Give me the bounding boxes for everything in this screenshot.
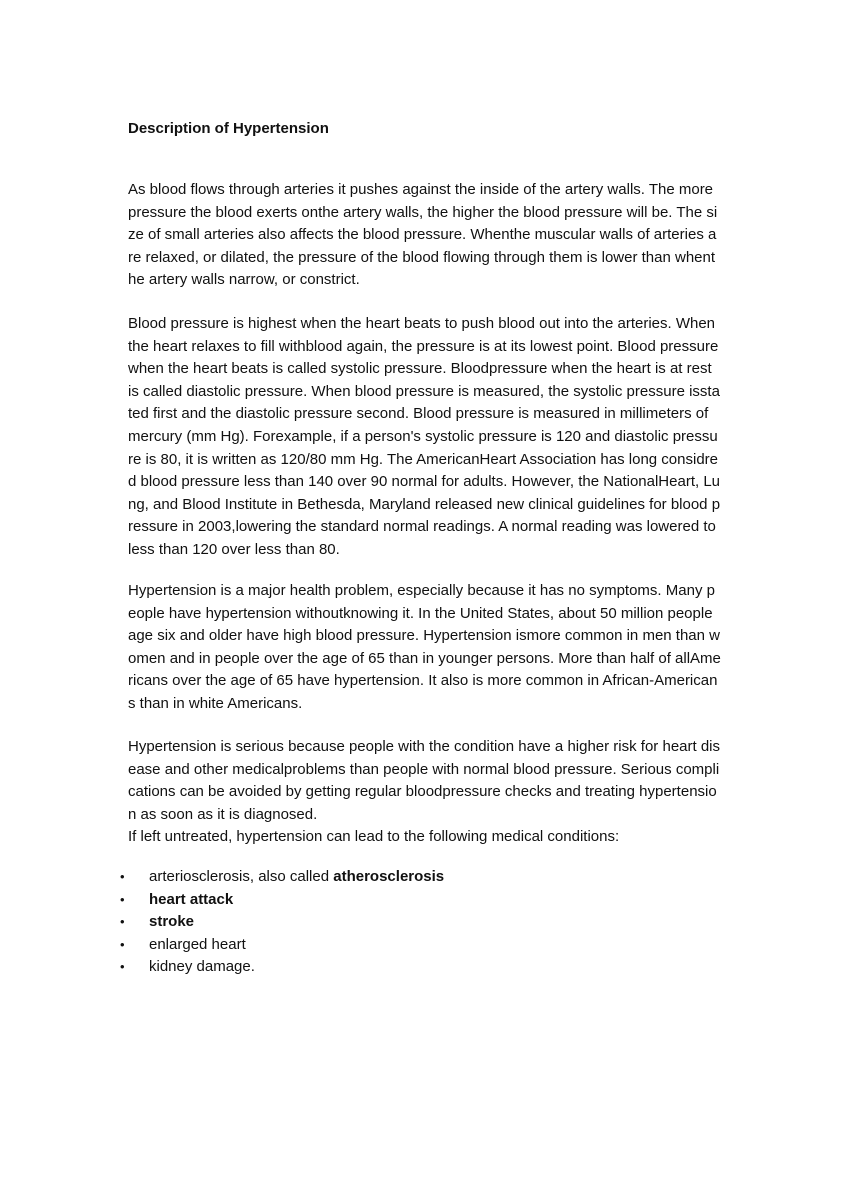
paragraph-line: As blood flows through arteries it pushes against the inside of the artery walls. The more	[128, 181, 714, 198]
paragraph-line: re is 80, it is written as 120/80 mm Hg. The AmericanHeart Association has long considre	[128, 450, 719, 468]
paragraph-line: eople have hypertension withoutknowing it. In the United States, about 50 million people	[128, 604, 713, 622]
paragraph-line: he artery walls narrow, or constrict.	[128, 271, 360, 289]
paragraph-line: ricans over the age of 65 have hypertension. It also is more common in African-American	[128, 672, 718, 690]
bullet-dot-icon: •	[120, 914, 125, 930]
paragraph-4	[128, 736, 728, 849]
bullet-dot-icon: •	[120, 869, 125, 884]
list-item-bold-text: heart attack	[149, 890, 234, 908]
document-title: Description of Hypertension	[128, 120, 329, 137]
paragraph-line: less than 120 over less than 80.	[128, 540, 340, 558]
paragraph-2	[128, 313, 728, 562]
paragraph-line: ze of small arteries also affects the blood pressure. Whenthe muscular walls of arteries a	[128, 226, 717, 244]
list-item-bold-text: atherosclerosis	[333, 868, 445, 885]
bullet-dot-icon: •	[120, 959, 125, 975]
paragraph-line: re relaxed, or dilated, the pressure of the blood flowing through them is lower than whent	[128, 248, 716, 266]
paragraph-3	[128, 580, 728, 716]
paragraph-line: Hypertension is a major health problem, especially because it has no symptoms. Many p	[128, 582, 715, 599]
paragraph-line: mercury (mm Hg). Forexample, if a person's systolic pressure is 120 and diastolic pressu	[128, 427, 718, 445]
list-item	[120, 911, 444, 934]
list-item-text: arteriosclerosis, also called	[149, 868, 334, 885]
list-item-text: enlarged heart	[149, 935, 246, 953]
paragraph-line: Hypertension is serious because people with the condition have a higher risk for heart dis	[128, 738, 721, 755]
paragraph-line: the heart relaxes to fill withblood again, the pressure is at its lowest point. Blood pressure	[128, 337, 719, 355]
list-item-text: kidney damage.	[149, 958, 255, 976]
paragraph-line: when the heart beats is called systolic pressure. Bloodpressure when the heart is at rest	[128, 360, 712, 378]
list-item-bold-text: stroke	[149, 913, 195, 931]
paragraph-line: ease and other medicalproblems than people with normal blood pressure. Serious compli	[128, 760, 720, 778]
list-item	[120, 889, 444, 912]
conditions-list	[120, 866, 444, 979]
paragraph-line: ng, and Blood Institute in Bethesda, Maryland released new clinical guidelines for blood p	[128, 495, 721, 513]
paragraph-1	[128, 179, 728, 292]
paragraph-line: n as soon as it is diagnosed.	[128, 805, 318, 823]
paragraph-line: is called diastolic pressure. When blood pressure is measured, the systolic pressure issta	[128, 382, 720, 400]
paragraph-line: ted first and the diastolic pressure second. Blood pressure is measured in millimeters of	[128, 405, 709, 423]
list-item	[120, 934, 444, 957]
paragraph-line: pressure the blood exerts onthe artery walls, the higher the blood pressure will be. The si	[128, 203, 718, 221]
paragraph-line: cations can be avoided by getting regular bloodpressure checks and treating hypertensio	[128, 783, 717, 801]
paragraph-line: age six and older have high blood pressure. Hypertension ismore common in men than w	[128, 627, 720, 645]
list-item	[120, 866, 444, 889]
paragraph-line: ressure in 2003,lowering the standard normal readings. A normal reading was lowered to	[128, 518, 716, 536]
bullet-dot-icon: •	[120, 891, 125, 907]
paragraph-line: omen and in people over the age of 65 than in younger persons. More than half of allAme	[128, 649, 721, 667]
paragraph-line: d blood pressure less than 140 over 90 normal for adults. However, the NationalHeart, Lu	[128, 473, 721, 491]
paragraph-line: If left untreated, hypertension can lead to the following medical conditions:	[128, 828, 620, 846]
list-item	[120, 956, 444, 979]
paragraph-line: s than in white Americans.	[128, 694, 303, 712]
paragraph-line: Blood pressure is highest when the heart beats to push blood out into the arteries. When	[128, 315, 716, 332]
bullet-dot-icon: •	[120, 936, 125, 952]
